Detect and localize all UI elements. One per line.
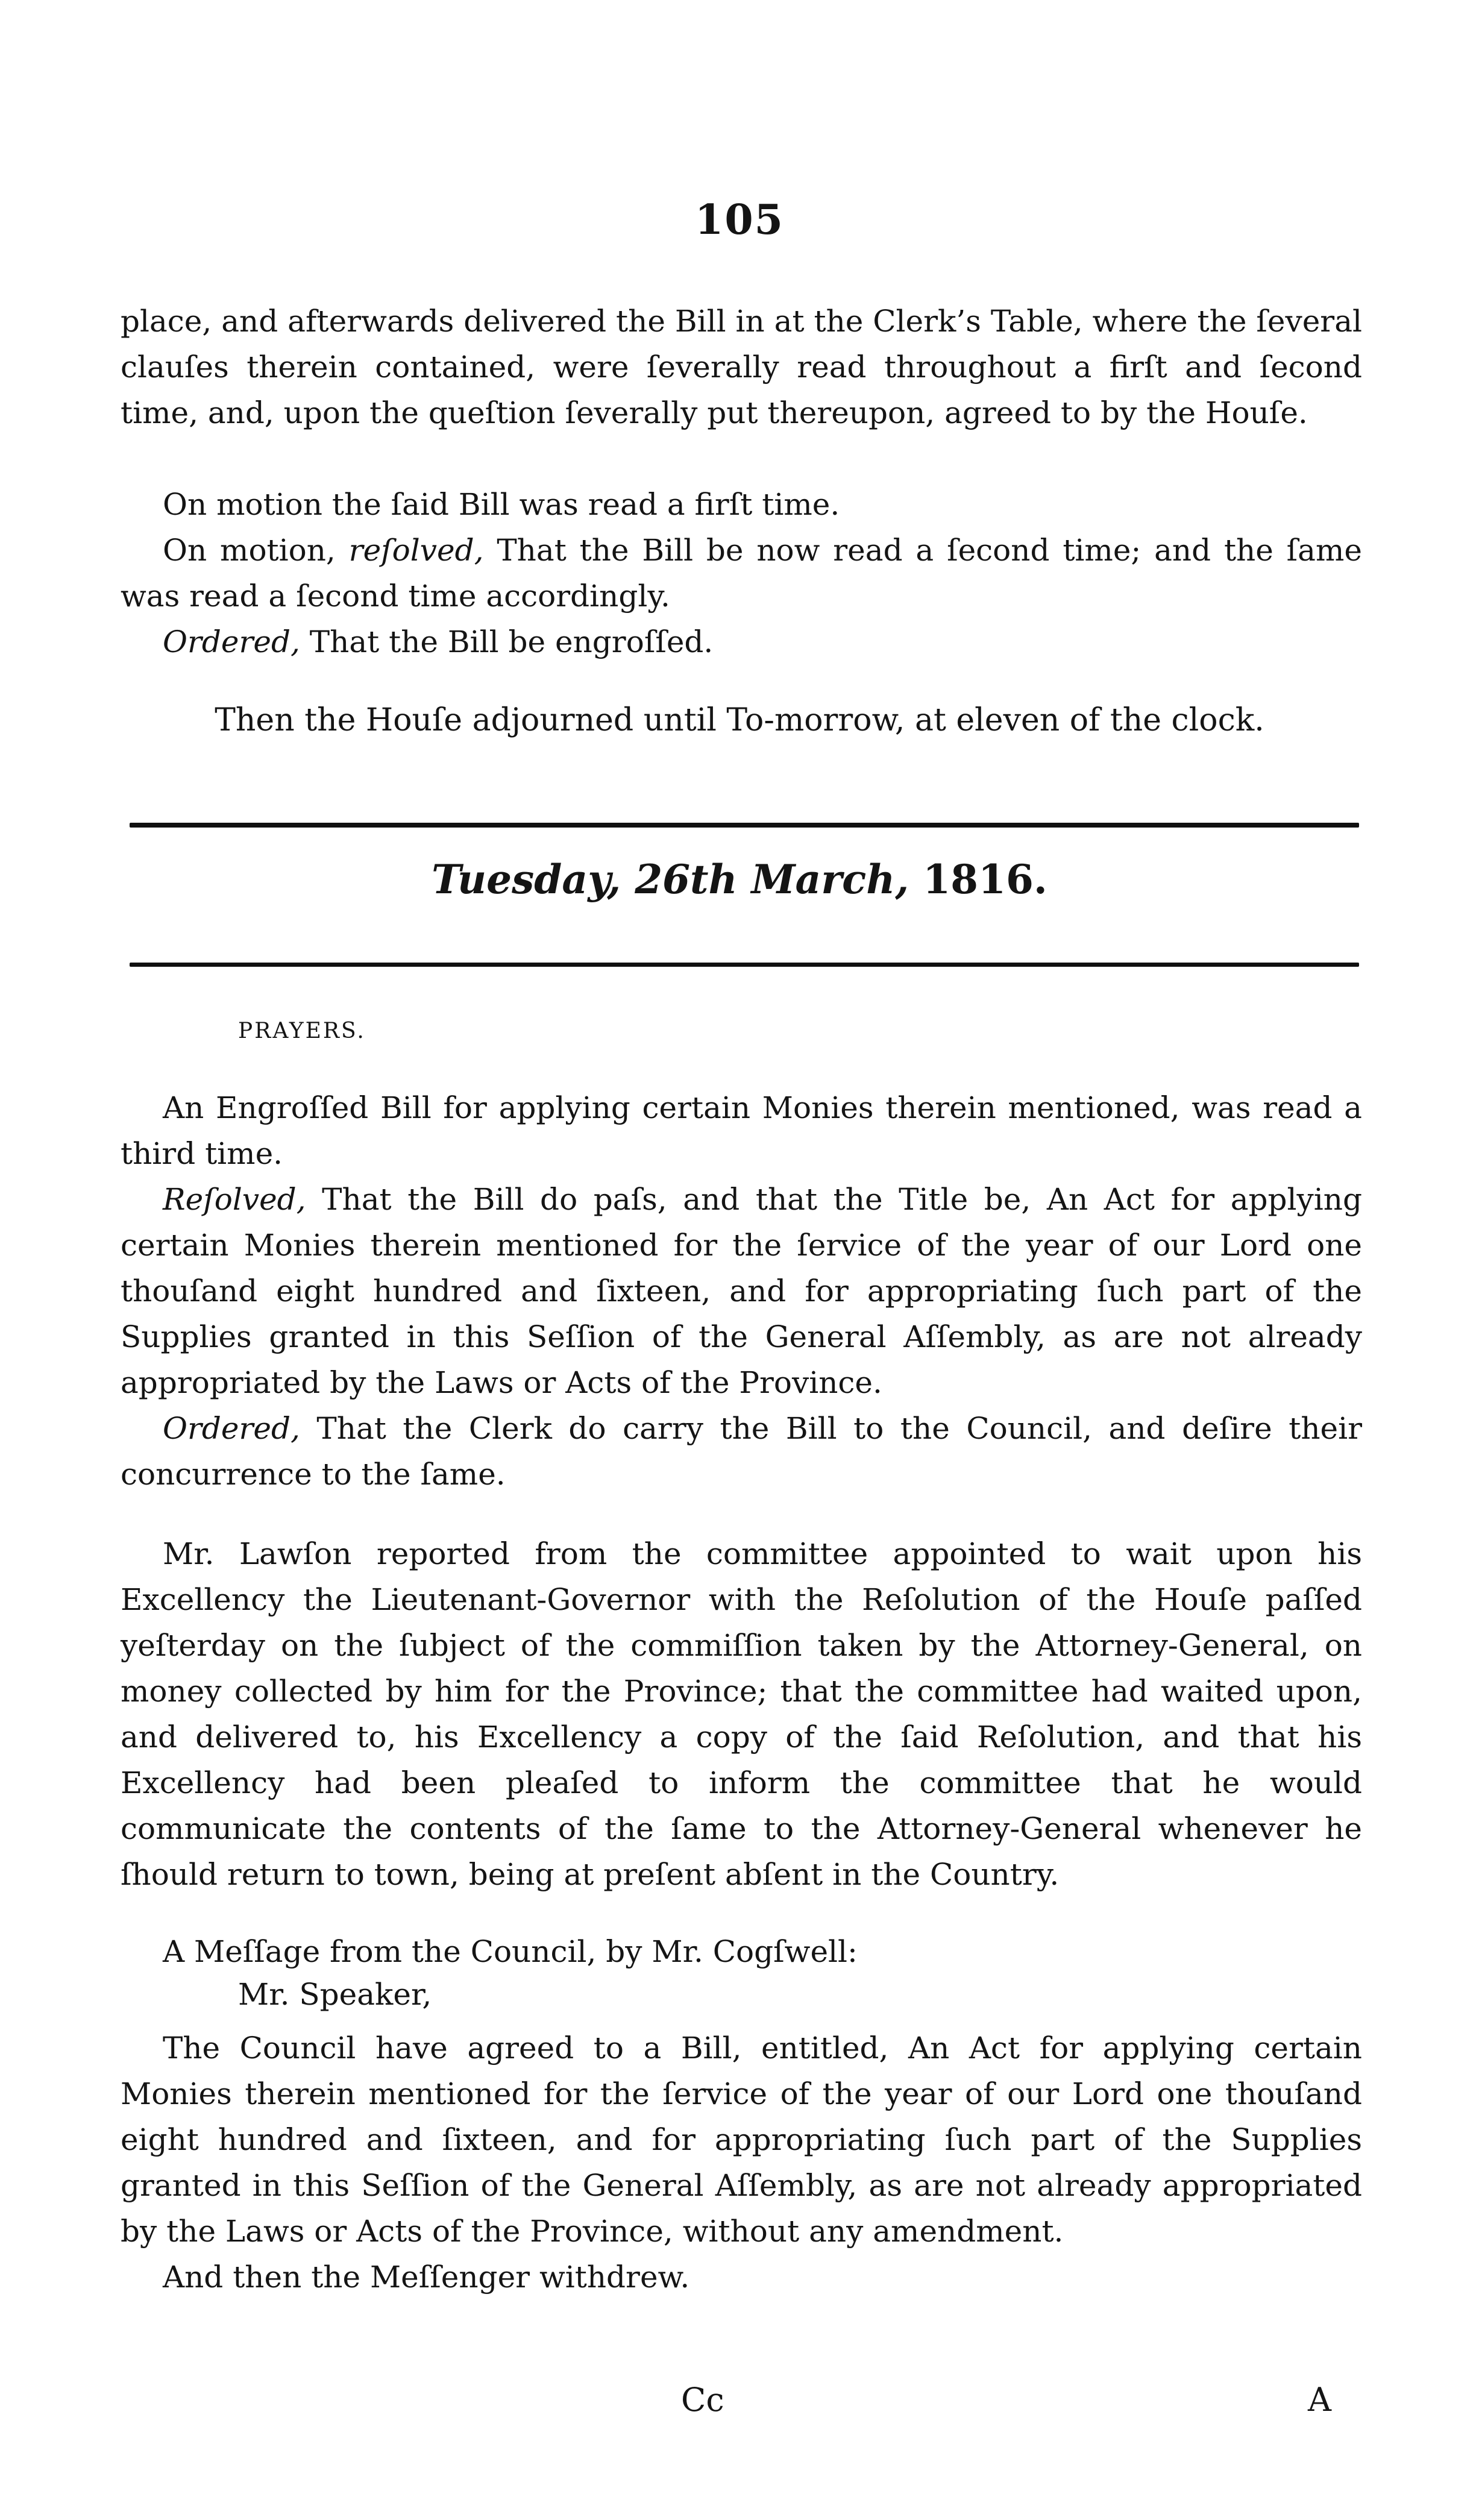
catchword: A [1308,2381,1331,2419]
resolved-label: reſolved, [348,533,484,568]
date-day: Tuesday, [432,856,621,903]
adjournment-line: Then the Houſe adjourned until To-morrow, at eleven of the clock. [215,702,1264,738]
ordered-rest: That the Clerk do carry the Bill to the Council, and deſire their concurrence to the ſame. [121,1411,1362,1492]
paragraph-resolved-title [121,1177,1362,1406]
heading-rule-top [130,823,1359,828]
ordered-label: Ordered, [163,624,300,659]
page-number: 105 [695,196,784,244]
paragraph-second-reading [121,527,1362,619]
ordered-rest: That the Bill be engroſſed. [300,624,714,659]
heading-rule-bottom [130,963,1359,967]
paragraph-ordered-council [121,1406,1362,1497]
paragraph-engrossed [121,619,1362,665]
paragraph-third-reading: An Engroſſed Bill for applying certain Monies therein mentioned, was read a third time. [121,1090,1362,1171]
paragraph-first-reading: On motion the ſaid Bill was read a firſt time. [163,487,840,522]
paragraph-council-agreed: The Council have agreed to a Bill, entitled, An Act for applying certain Monies therein mentioned for the ſervice of the year of our Lord one thouſand eight hundred and ſixteen, and for appropriating ſuch part of the Supplies granted in this Seſſion of the General Aſſembly, as are not already appropriated by the Laws or Acts of the Province, without any amendment. [121,2031,1362,2249]
paragraph-bill-delivered: place, and afterwards delivered the Bill in at the Clerk’s Table, where the ſeveral clauſes therein contained, were ſeverally read throughout a firſt and ſecond time, and, upon the queſtion ſeverally put thereupon, agreed to by the Houſe. [121,304,1362,430]
resolved-rest: That the Bill do paſs, and that the Title be, An Act for applying certain Monies therein mentioned for the ſervice of the year of our Lord one thouſand eight hundred and ſixteen, and for appropriating ſuch part of the Supplies granted in this Seſſion of the General Aſſembly, as are not already appropriated by the Laws or Acts of the Province. [121,1182,1362,1400]
paragraph-message-council: A Meſſage from the Council, by Mr. Cogſwell: [163,1934,858,1969]
signature-mark: Cc [681,2381,724,2419]
motion-lead: On motion, [163,533,349,568]
date-heading [0,856,1479,903]
date-day-month: 26th March, [621,856,909,903]
paragraph-messenger-withdrew: And then the Meſſenger withdrew. [163,2260,690,2295]
speaker-salutation: Mr. Speaker, [238,1977,432,2012]
ordered-label: Ordered, [163,1411,300,1446]
prayers-label: PRAYERS. [238,1019,366,1043]
resolved-label: Reſolved, [163,1182,306,1217]
motion-rest: That the Bill be now read a ſecond time; and the ſame was read a ſecond time accordingly. [121,533,1362,614]
date-year: 1816. [909,856,1047,903]
paragraph-lawson-report: Mr. Lawſon reported from the committee appointed to wait upon his Excellency the Lieutenant-Governor with the Reſolution of the Houſe paſſed yeſterday on the ſubject of the commiſſion taken by the Attorney-General, on money collected by him for the Province; that the committee had waited upon, and delivered to, his Excellency a copy of the ſaid Reſolution, and that his Excellency had been pleaſed to inform the committee that he would communicate the contents of the ſame to the Attorney-General whenever he ſhould return to town, being at preſent abſent in the Country. [121,1536,1362,1892]
